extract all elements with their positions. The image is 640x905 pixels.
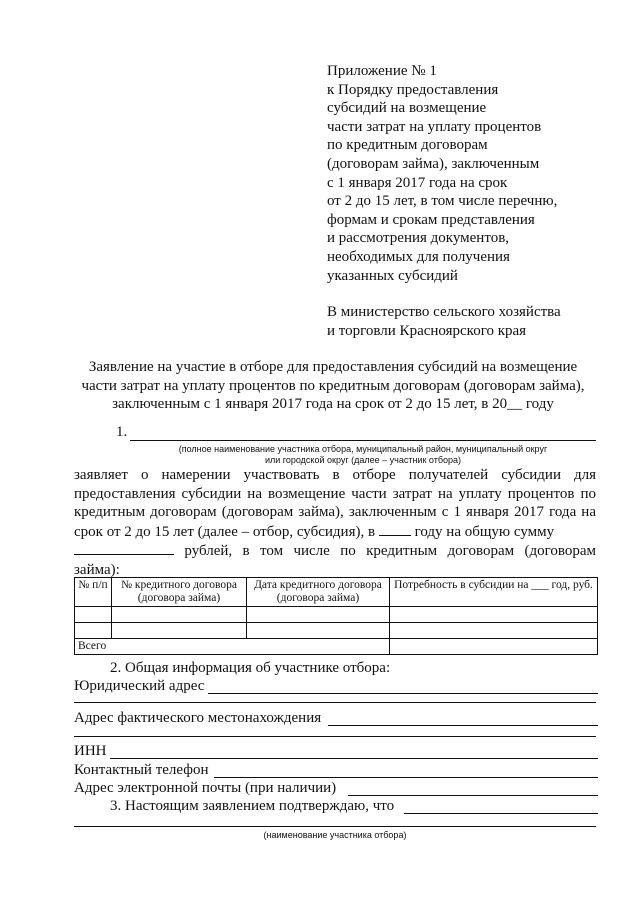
section3-text: 3. Настоящим заявлением подтверждаю, что (110, 798, 395, 814)
section3-field (74, 798, 598, 818)
title-line: Заявление на участие в отборе для предоставления субсидий на возмещение (88, 359, 578, 375)
col-contract-date-header: Дата кредитного договора (договора займа) (247, 578, 390, 607)
inn-input[interactable] (110, 758, 598, 759)
appendix-line: субсидий на возмещение (327, 100, 487, 117)
phone-field (74, 762, 598, 782)
year-field[interactable] (379, 522, 411, 536)
table-cell[interactable] (247, 607, 390, 623)
participant-note-2: или городской округ (далее – участник отбора) (264, 455, 462, 465)
phone-label: Контактный телефон (74, 762, 209, 778)
table-cell[interactable] (112, 607, 247, 623)
table-cell[interactable] (75, 623, 112, 639)
appendix-block (327, 62, 627, 340)
section1-year-text: году на общую сумму (414, 523, 555, 540)
section3-note: (наименование участника отбора) (263, 830, 407, 840)
addressee-line: и торговли Красноярского края (327, 322, 527, 339)
table-cell[interactable] (75, 607, 112, 623)
col-number-header: № п/п (75, 578, 112, 607)
appendix-line: от 2 до 15 лет, в том числе перечню, (327, 193, 558, 210)
section1-end-text: займа): (74, 561, 120, 578)
email-input[interactable] (348, 795, 598, 796)
appendix-line: указанных субсидий (327, 267, 458, 284)
phone-input[interactable] (214, 777, 598, 778)
table-cell[interactable] (390, 607, 598, 623)
appendix-line: части затрат на уплату процентов (327, 118, 542, 135)
table-cell[interactable] (390, 623, 598, 639)
appendix-line: и рассмотрения документов, (327, 230, 510, 247)
title-line: заключенным с 1 января 2017 года на срок от 2 до 15 лет, в 20__ году (112, 396, 554, 412)
total-sum-field[interactable] (74, 541, 174, 555)
actual-address-field (74, 710, 598, 730)
inn-label: ИНН (74, 743, 107, 759)
appendix-line: формам и срокам представления (327, 211, 535, 228)
participant-note-1: (полное наименование участника отбора, муниципальный район, муниципальный округ (178, 444, 548, 454)
email-label: Адрес электронной почты (при наличии) (74, 780, 337, 796)
section1-number: 1. (116, 424, 128, 440)
title-line: части затрат на уплату процентов по кредитным договорам (договорам займа), (81, 377, 585, 394)
participant-name-field[interactable] (130, 440, 596, 441)
total-value-cell[interactable] (390, 639, 598, 655)
table-row (75, 607, 598, 623)
legal-address-continuation[interactable] (74, 702, 596, 703)
section1-rub-line (74, 541, 596, 561)
appendix-line: по кредитным договорам (327, 137, 488, 154)
table-total-row (75, 639, 598, 655)
table-cell[interactable] (247, 623, 390, 639)
col-subsidy-need-header: Потребность в субсидии на ___ год, руб. (390, 578, 598, 607)
credit-contracts-table (74, 577, 598, 655)
email-field (74, 780, 598, 800)
col-contract-number-header: № кредитного договора (договора займа) (112, 578, 247, 607)
section3-continuation[interactable] (74, 826, 596, 827)
table-row (75, 623, 598, 639)
appendix-line: к Порядку предоставления (327, 81, 499, 98)
section2-heading: 2. Общая информация об участнике отбора: (110, 660, 391, 676)
inn-field (74, 743, 598, 763)
section3-input[interactable] (404, 813, 598, 814)
document-title (60, 358, 606, 414)
actual-address-input[interactable] (328, 725, 598, 726)
addressee-line: В министерство сельского хозяйства (327, 304, 561, 321)
legal-address-input[interactable] (208, 693, 598, 694)
section1-rub-text: рублей, в том числе по кредитным договорам (договорам (184, 543, 597, 560)
appendix-line: необходимых для получения (327, 248, 510, 265)
actual-address-continuation[interactable] (74, 736, 596, 737)
actual-address-label: Адрес фактического местонахождения (74, 710, 322, 726)
appendix-line: (договорам займа), заключенным (327, 155, 540, 172)
appendix-line: с 1 января 2017 года на срок (327, 174, 508, 191)
legal-address-label: Юридический адрес (74, 678, 205, 694)
section1-name-line (116, 424, 596, 441)
table-header-row (75, 578, 598, 607)
section1-text (74, 466, 596, 580)
table-cell[interactable] (112, 623, 247, 639)
legal-address-field (74, 678, 598, 698)
section1-main-text: заявляет о намерении участвовать в отборе получателей субсидии для предоставления субсидии на возмещение части затрат на уплату процентов по кредитным договорам (договорам займа), заключенным с 1 января 2017 года на срок от 2 до 15 лет (далее – отбор, субсидия), в (74, 467, 596, 540)
appendix-line: Приложение № 1 (327, 63, 437, 79)
total-label: Всего (75, 639, 390, 655)
